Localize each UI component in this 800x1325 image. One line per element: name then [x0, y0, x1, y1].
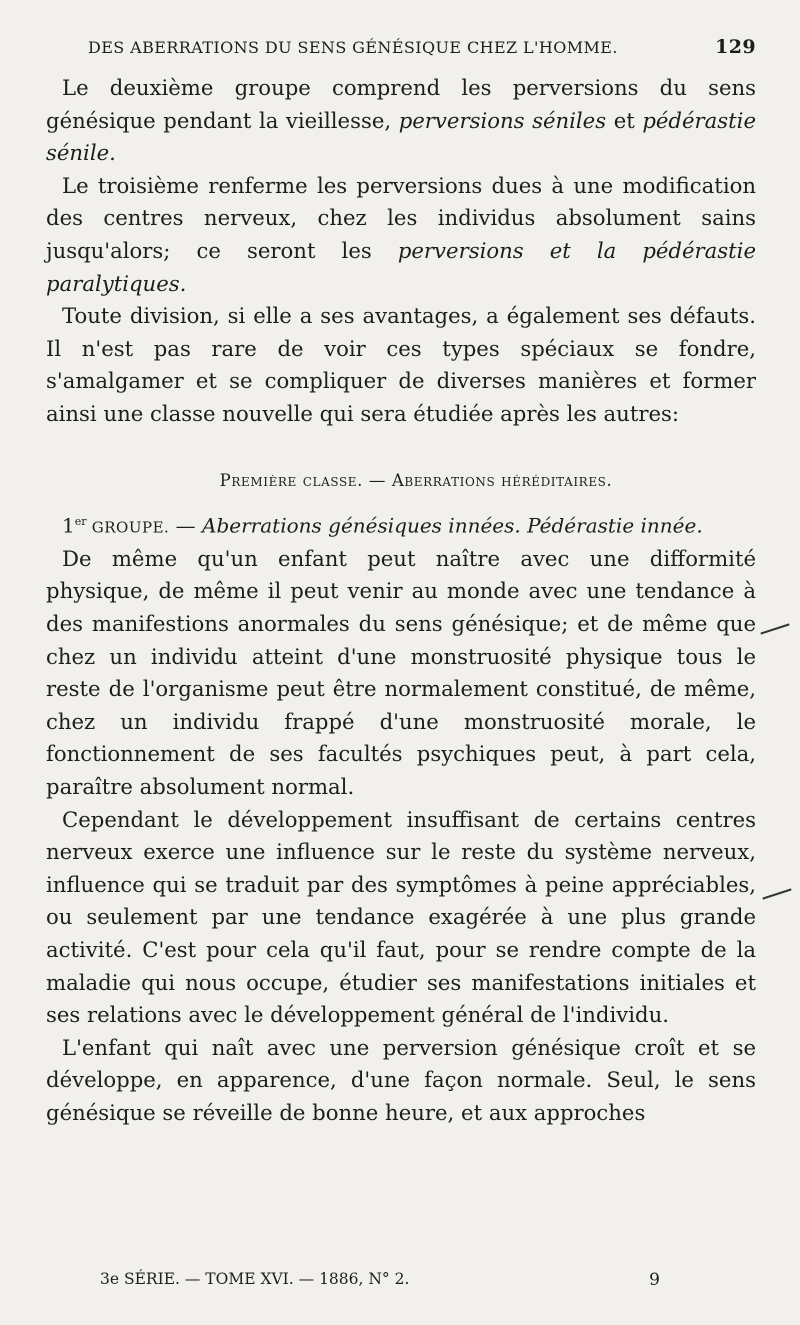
paragraph-4: De même qu'un enfant peut naître avec une difformité physique, de même il peut venir au monde avec une tendance à des manifestions anormales du sens génésique; et de même que chez un individu atteint d'une monstruosité physique tous le reste de l'organisme peut être normalement constitué, de même, chez un individu frappé d'une monstruosité morale, le fonctionnement de ses facultés psychiques peut, à part cela, paraître absolument normal.: [46, 545, 756, 799]
paragraph-5: Cependant le développement insuffisant de certains centres nerveux exerce une influence sur le reste du système nerveux, influence qui se traduit par des symptômes à peine appréciables, ou seulement par une tendance exagérée à une plus grande activité. C'est pour cela qu'il faut, pour se rendre compte de la maladie qui nous occupe, étudier ses manifestations initiales et ses relations avec le développement général de l'individu.: [46, 806, 756, 1028]
running-head: [88, 36, 756, 58]
paragraph-3: Toute division, si elle a ses avantages, a également ses défauts. Il n'est pas rare de voir ces types spéciaux se fondre, s'amalgamer et se compliquer de diverses manières et former ainsi une classe nouvelle qui sera étudiée après les autres:: [46, 303, 756, 426]
paragraph-2: [46, 170, 756, 300]
group-heading: [46, 507, 756, 543]
margin-mark-top: [760, 623, 789, 634]
group-dash: —: [169, 513, 203, 538]
paragraph-1-text-a: Le deuxième groupe comprend les perversions du sens génésique pendant la vieillesse,: [46, 75, 756, 133]
paragraph-2-text: Le troisième renferme les perversions dues à une modification des centres nerveux, chez les individus absolument sains jusqu'alors; ce seront les: [46, 172, 756, 263]
footer-series: 3e SÉRIE. — TOME XVI. — 1886, N° 2.: [100, 1270, 410, 1288]
group-number: 1: [62, 513, 75, 538]
footer: [100, 1270, 660, 1290]
paragraph-1-italic-b: pédérastie sénile.: [46, 107, 756, 166]
section-heading: [76, 465, 756, 498]
margin-mark-bottom: [762, 888, 791, 899]
section-heading-class: Première classe.: [219, 470, 364, 490]
paragraph-2-italic: perversions et la pédérastie paralytiques.: [46, 237, 757, 296]
section-heading-dash: —: [363, 470, 392, 490]
group-label: GROUPE.: [86, 518, 170, 537]
body-text: [46, 72, 756, 1129]
paragraph-1-text-b: et: [606, 107, 643, 133]
page-number: 129: [715, 36, 756, 58]
section-heading-title: Aberrations héréditaires.: [391, 470, 613, 490]
running-title: DES ABERRATIONS DU SENS GÉNÉSIQUE CHEZ L'HOMME.: [88, 38, 618, 57]
paragraph-1: [46, 72, 756, 170]
group-title: Aberrations génésiques innées. Pédérastie innée.: [202, 513, 703, 538]
paragraph-1-italic-a: perversions séniles: [398, 107, 607, 133]
group-number-superscript: er: [74, 515, 87, 529]
footer-signature: 9: [649, 1270, 660, 1290]
paragraph-6: L'enfant qui naît avec une perversion génésique croît et se développe, en apparence, d'une façon normale. Seul, le sens génésique se réveille de bonne heure, et aux approches: [46, 1034, 756, 1125]
